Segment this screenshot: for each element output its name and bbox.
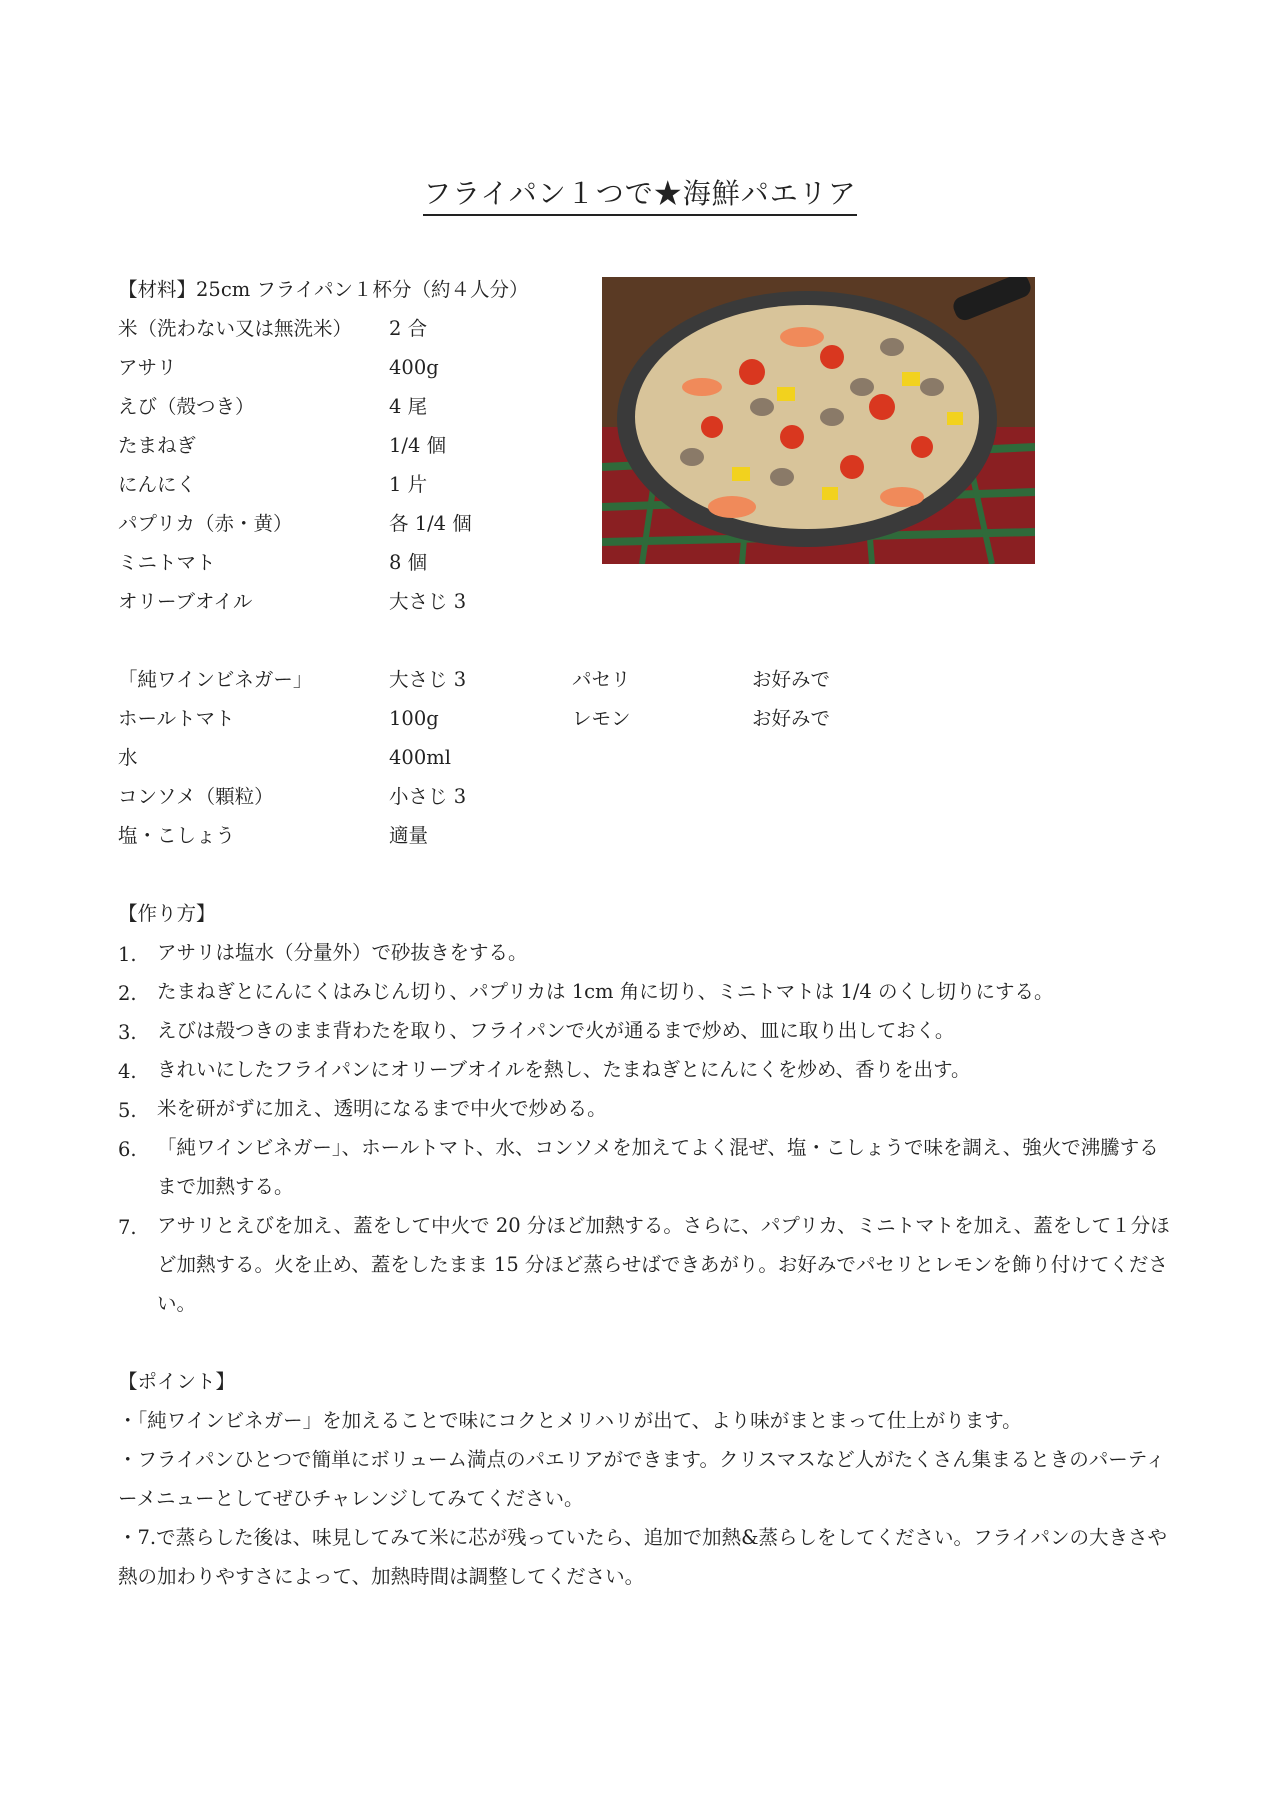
step-number: 2. (118, 982, 137, 1005)
step-text: きれいにしたフライパンにオリーブオイルを熱し、たまねぎとにんにくを炒め、香りを出す。 (157, 1058, 971, 1081)
ingredient-amount: 8 個 (389, 551, 428, 574)
ingredients-header: 【材料】25cm フライパン１杯分（約４人分） (118, 278, 529, 301)
step-number: 4. (118, 1060, 137, 1083)
ingredient-amount: 4 尾 (389, 395, 428, 418)
ingredient-amount: 各 1/4 個 (389, 512, 472, 535)
step-text: たまねぎとにんにくはみじん切り、パプリカは 1cm 角に切り、ミニトマトは 1/4 のくし切りにする。 (157, 980, 1054, 1003)
ingredient-amount: 1/4 個 (389, 434, 447, 457)
ingredient-name: えび（殻つき） (118, 395, 255, 418)
method-header: 【作り方】 (118, 902, 216, 925)
ingredient-name: 米（洗わない又は無洗米） (118, 317, 353, 340)
ingredient-name: にんにく (118, 473, 197, 496)
ingredient-amount: 大さじ 3 (389, 668, 467, 691)
step-text: 「純ワインビネガー」、ホールトマト、水、コンソメを加えてよく混ぜ、塩・こしょうで味を調え、強火で沸騰するまで加熱する。 (157, 1136, 1159, 1198)
ingredient-name: パプリカ（赤・黄） (118, 512, 293, 535)
ingredient-amount: 100g (389, 707, 439, 730)
ingredient-amount: 400ml (389, 746, 451, 769)
ingredient-name: 塩・こしょう (118, 824, 236, 847)
ingredient-name: アサリ (118, 356, 177, 379)
ingredient-amount: 1 片 (389, 473, 428, 496)
ingredient-name: パセリ (572, 668, 631, 691)
ingredient-name: たまねぎ (118, 434, 197, 457)
ingredient-name: レモン (572, 707, 631, 730)
ingredient-amount: 小さじ 3 (389, 785, 467, 808)
ingredient-name: オリーブオイル (118, 590, 253, 613)
ingredient-amount: お好みで (752, 668, 831, 691)
ingredient-name: 水 (118, 746, 138, 769)
step-text: 米を研がずに加え、透明になるまで中火で炒める。 (157, 1097, 607, 1120)
ingredient-amount: 大さじ 3 (389, 590, 467, 613)
point-item: ・7.で蒸らした後は、味見してみて米に芯が残っていたら、追加で加熱&蒸らしをしてください。フライパンの大きさや熱の加わりやすさによって、加熱時間は調整してください。 (118, 1526, 1167, 1588)
point-item: ・「純ワインビネガー」を加えることで味にコクとメリハリが出て、より味がまとまって仕上がります。 (118, 1409, 1022, 1432)
step-number: 3. (118, 1021, 137, 1044)
ingredient-amount: 2 合 (389, 317, 428, 340)
ingredient-amount: お好みで (752, 707, 831, 730)
ingredient-amount: 400g (389, 356, 439, 379)
step-text: アサリは塩水（分量外）で砂抜きをする。 (157, 941, 528, 964)
step-number: 6. (118, 1138, 137, 1161)
step-number: 7. (118, 1216, 137, 1239)
step-number: 5. (118, 1099, 137, 1122)
step-text: えびは殻つきのまま背わたを取り、フライパンで火が通るまで炒め、皿に取り出しておく。 (157, 1019, 955, 1042)
recipe-title: フライパン１つで★海鮮パエリア (0, 172, 1280, 212)
step-number: 1. (118, 943, 137, 966)
ingredient-name: ホールトマト (118, 707, 235, 730)
ingredient-amount: 適量 (389, 824, 429, 847)
point-item: ・フライパンひとつで簡単にボリューム満点のパエリアができます。クリスマスなど人がたくさん集まるときのパーティーメニューとしてぜひチャレンジしてみてください。 (118, 1448, 1166, 1510)
step-text: アサリとえびを加え、蓋をして中火で 20 分ほど加熱する。さらに、パプリカ、ミニトマトを加え、蓋をして１分ほど加熱する。火を止め、蓋をしたまま 15 分ほど蒸らせばできあがり。お好みでパセリとレモンを飾り付けてください。 (157, 1214, 1170, 1315)
ingredient-name: コンソメ（顆粒） (118, 785, 274, 808)
ingredient-name: ミニトマト (118, 551, 216, 574)
paella-photo (602, 277, 1035, 564)
ingredient-name: 「純ワインビネガー」 (118, 668, 313, 691)
points-header: 【ポイント】 (118, 1370, 236, 1393)
